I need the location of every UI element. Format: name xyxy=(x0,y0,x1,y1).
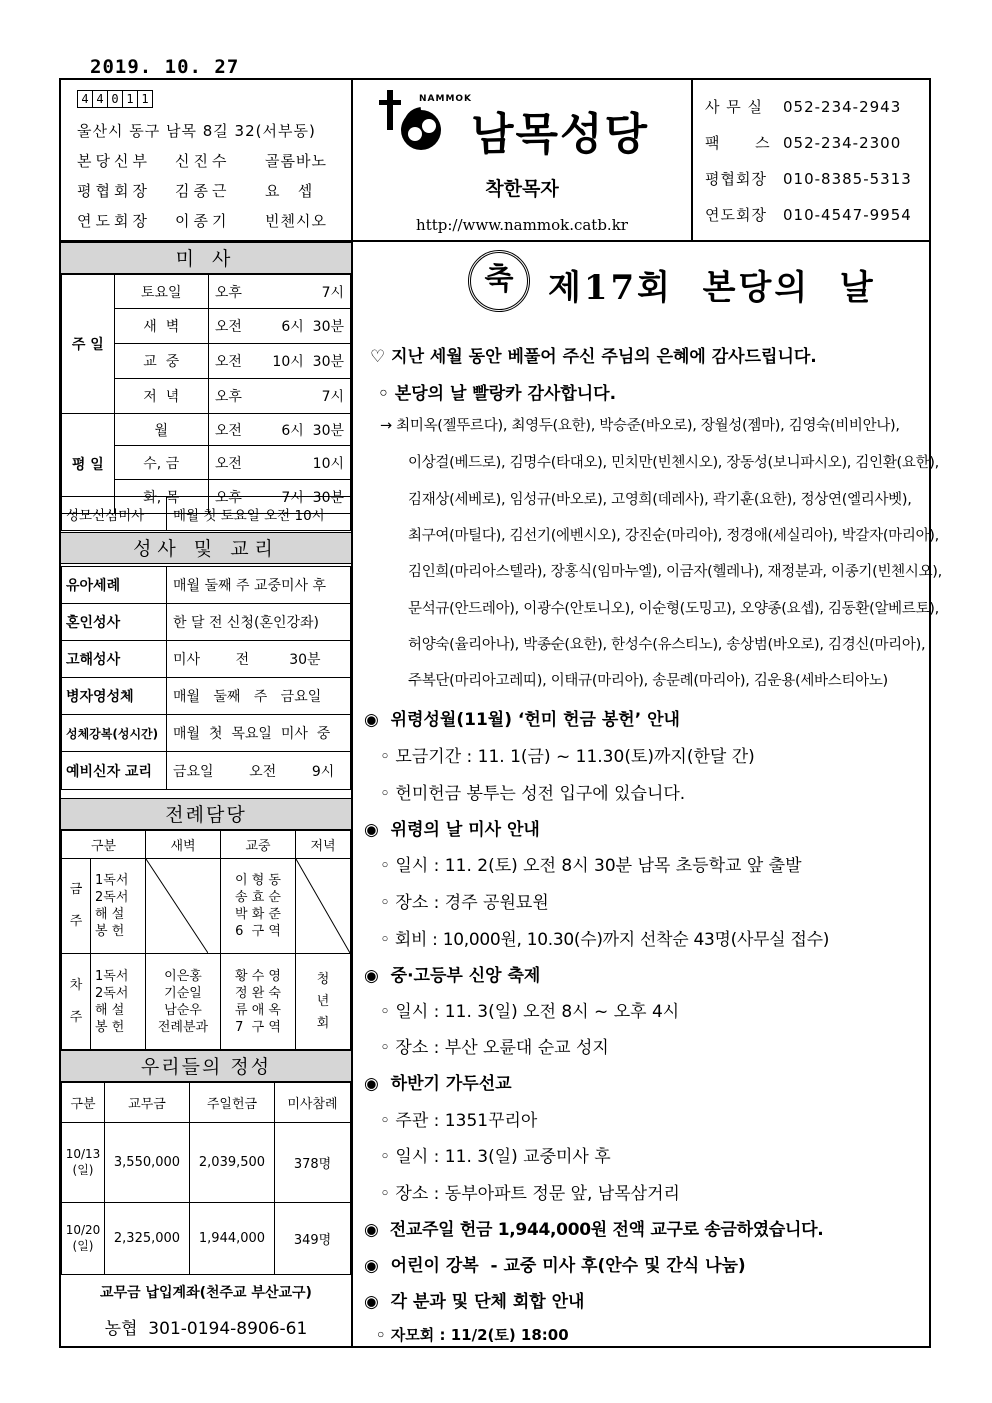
liturgy-roles: 1독서 2독서 해 설 봉 헌 xyxy=(91,859,146,954)
notice-heading: ◉ 어린이 강복 - 교중 미사 후(안수 및 간식 나눔) xyxy=(364,1256,746,1276)
thanks-line: 주복단(마리아고레띠), 이태규(마리아), 송문례(마리아), 김운용(세바스티아노) xyxy=(408,673,888,689)
diagonal-slash xyxy=(296,859,350,953)
postal-code xyxy=(77,90,152,108)
offering-attendance: 349명 xyxy=(275,1203,351,1275)
sacrament-value: 매월 둘째 주 금요일 xyxy=(167,678,351,715)
sacrament-label: 혼인성사 xyxy=(62,604,167,641)
mass-time: 6시 30분 xyxy=(266,414,350,446)
mass-ampm: 오후 xyxy=(208,379,266,414)
notice-heading: ◉ 위령성월(11월) ‘헌미 헌금 봉헌’ 안내 xyxy=(364,710,680,730)
notice-heading: ◉ 각 분과 및 단체 회합 안내 xyxy=(364,1292,585,1312)
contact-row: 연도회장 010-4547-9954 xyxy=(705,206,912,224)
main-title-block xyxy=(468,250,876,316)
notice-item: ◦ 주관 : 1351꾸리아 xyxy=(380,1111,538,1131)
sunday-label: 주 일 xyxy=(62,275,115,414)
column-divider xyxy=(351,80,353,1346)
thanks-heading: ◦ 본당의 날 빨랑카 감사합니다. xyxy=(378,384,617,404)
heart-mass-value: 매월 첫 토요일 오전 10시 xyxy=(167,497,351,531)
notice-item: ◦ 일시 : 11. 2(토) 오전 8시 30분 남목 초등학교 앞 출발 xyxy=(380,856,802,876)
weekday-label: 평 일 xyxy=(62,414,115,514)
sacrament-value: 미사 전 30분 xyxy=(167,641,351,678)
intro-line: ♡ 지난 세월 동안 베풀어 주신 주님의 은혜에 감사드립니다. xyxy=(370,347,817,367)
mass-name: 교 중 xyxy=(114,344,208,379)
notice-item: ◦ 모금기간 : 11. 1(금) ~ 11.30(토)까지(한달 간) xyxy=(380,747,755,767)
mass-name: 화, 목 xyxy=(114,480,208,514)
thanks-line: 허양숙(율리아나), 박종순(요한), 한성수(유스티노), 송상범(바오로), 김경신(마리아), xyxy=(408,637,926,653)
mass-ampm: 오전 xyxy=(208,309,266,344)
liturgy-header: 저녁 xyxy=(296,831,351,859)
mass-time: 7시 xyxy=(266,379,350,414)
liturgy-evening: 청 년 회 xyxy=(296,954,351,1050)
main-title: 제17회 본당의 날 xyxy=(548,268,876,308)
logo-caption: NAMMOK xyxy=(419,94,473,104)
contact-row: 평협회장 010-8385-5313 xyxy=(705,170,912,188)
offering-tithe: 3,550,000 xyxy=(105,1123,190,1203)
liturgy-empty-cell xyxy=(146,859,221,954)
mass-ampm: 오후 xyxy=(208,275,266,309)
parish-name: 남목성당 xyxy=(471,109,650,160)
staff-row: 연도회장 이종기 빈첸시오 xyxy=(77,212,327,230)
sacrament-value: 한 달 전 신청(혼인강좌) xyxy=(167,604,351,641)
liturgy-main: 황 수 영 정 완 숙 류 애 옥 7 구 역 xyxy=(221,954,296,1050)
notice-heading: ◉ 중·고등부 신앙 축제 xyxy=(364,966,541,986)
sacrament-value: 매월 둘째 주 교중미사 후 xyxy=(167,567,351,604)
notice-item: ◦ 회비 : 10,000원, 10.30(수)까지 선착순 43명(사무실 접수) xyxy=(380,930,830,950)
liturgy-table xyxy=(61,830,351,1050)
staff-row: 본당신부 신진수 골롬바노 xyxy=(77,152,327,170)
liturgy-empty-cell xyxy=(296,859,351,954)
offering-sunday: 1,944,000 xyxy=(190,1203,275,1275)
mass-ampm: 오후 xyxy=(208,480,266,514)
notice-item: ◦ 장소 : 경주 공원묘원 xyxy=(380,893,549,913)
thanks-line: 김재상(세베로), 임성규(바오로), 고영희(데레사), 곽기훈(요한), 정상연(엘리사벳), xyxy=(408,492,912,508)
notice-item: ◦ 자모회 : 11/2(토) 18:00 xyxy=(376,1326,569,1344)
offering-date: 10/13 (일) xyxy=(62,1123,105,1203)
liturgy-main: 이 형 동 송 효 순 박 화 준 6 구 역 xyxy=(221,859,296,954)
mass-name: 저 녁 xyxy=(114,379,208,414)
mass-time: 6시 30분 xyxy=(266,309,350,344)
sacraments-table xyxy=(61,566,351,790)
heart-mass-table xyxy=(61,496,351,531)
mass-time: 7시 30분 xyxy=(266,480,350,514)
motto: 착한목자 xyxy=(485,178,559,200)
postal-digit: 4 xyxy=(77,90,93,108)
mass-time: 10시 xyxy=(266,446,350,480)
mass-ampm: 오전 xyxy=(208,446,266,480)
sacrament-label: 유아세례 xyxy=(62,567,167,604)
sacrament-label: 병자영성체 xyxy=(62,678,167,715)
postal-digit: 1 xyxy=(122,90,138,108)
offering-header: 구분 xyxy=(62,1083,105,1123)
mass-name: 토요일 xyxy=(114,275,208,309)
notice-item: ◦ 일시 : 11. 3(일) 오전 8시 ~ 오후 4시 xyxy=(380,1002,680,1022)
sacrament-value: 금요일 오전 9시 xyxy=(167,752,351,790)
notice-item: ◦ 장소 : 동부아파트 정문 앞, 남목삼거리 xyxy=(380,1184,680,1204)
website-link[interactable]: http://www.nammok.catb.kr xyxy=(416,216,628,234)
sacrament-label: 성체강복(성시간) xyxy=(62,715,167,752)
celebration-badge: 축 xyxy=(468,250,530,312)
offerings-table xyxy=(61,1082,351,1275)
notice-heading: ◉ 하반기 가두선교 xyxy=(364,1074,512,1094)
mass-schedule-table xyxy=(61,274,351,514)
offerings-section-title: 우리들의 정성 xyxy=(61,1050,351,1082)
offering-tithe: 2,325,000 xyxy=(105,1203,190,1275)
offering-sunday: 2,039,500 xyxy=(190,1123,275,1203)
liturgy-section-title: 전례담당 xyxy=(61,798,351,830)
liturgy-header: 구분 xyxy=(62,831,146,859)
offering-header: 교무금 xyxy=(105,1083,190,1123)
parish-logo xyxy=(375,88,685,160)
thanks-line: 김인희(마리아스텔라), 장홍식(임마누엘), 이금자(헬레나), 재정분과, 이종기(빈첸시오), xyxy=(408,564,942,580)
liturgy-header: 교중 xyxy=(221,831,296,859)
parish-info xyxy=(61,80,351,240)
parish-logo-block xyxy=(353,80,691,240)
thanks-line: 문석규(안드레아), 이광수(안토니오), 이순형(도밍고), 오양종(요셉), 김동환(알베르토), xyxy=(408,601,939,617)
liturgy-dawn: 이은홍 기순일 남순우 전례분과 xyxy=(146,954,221,1050)
postal-digit: 4 xyxy=(92,90,108,108)
mass-ampm: 오전 xyxy=(208,414,266,446)
sacrament-label: 예비신자 교리 xyxy=(62,752,167,790)
account-number: 농협 301-0194-8906-61 xyxy=(104,1319,308,1339)
liturgy-week: 금 주 xyxy=(62,859,91,954)
offering-header: 미사참례 xyxy=(275,1083,351,1123)
offering-attendance: 378명 xyxy=(275,1123,351,1203)
heart-mass-label: 성모신심미사 xyxy=(62,497,167,531)
liturgy-header: 새벽 xyxy=(146,831,221,859)
account-title: 교무금 납입계좌(천주교 부산교구) xyxy=(100,1285,312,1301)
mass-section-title: 미 사 xyxy=(61,242,351,274)
diagonal-slash xyxy=(146,859,208,953)
sacrament-value: 매월 첫 목요일 미사 중 xyxy=(167,715,351,752)
postal-digit: 1 xyxy=(137,90,153,108)
liturgy-week: 차 주 xyxy=(62,954,91,1050)
notice-item: ◦ 장소 : 부산 오륜대 순교 성지 xyxy=(380,1038,609,1058)
offering-header: 주일헌금 xyxy=(190,1083,275,1123)
mass-ampm: 오전 xyxy=(208,344,266,379)
thanks-line: 최구여(마틸다), 김선기(에벤시오), 강진순(마리아), 정경애(세실리아), 박갈자(마리아), xyxy=(408,528,939,544)
contact-info xyxy=(693,80,929,240)
mass-time: 10시 30분 xyxy=(266,344,350,379)
mass-name: 새 벽 xyxy=(114,309,208,344)
address: 울산시 동구 남목 8길 32(서부동) xyxy=(77,122,316,140)
mass-time: 7시 xyxy=(266,275,350,309)
sacraments-section-title: 성사 및 교리 xyxy=(61,532,351,564)
mass-name: 월 xyxy=(114,414,208,446)
thanks-line: 이상걸(베드로), 김명수(타대오), 민치만(빈첸시오), 장동성(보니파시오), 김인환(요한), xyxy=(408,455,939,471)
mass-name: 수, 금 xyxy=(114,446,208,480)
notice-item: ◦ 일시 : 11. 3(일) 교중미사 후 xyxy=(380,1147,611,1167)
postal-digit: 0 xyxy=(107,90,123,108)
sacrament-label: 고해성사 xyxy=(62,641,167,678)
notice-item: ◦ 헌미헌금 봉투는 성전 입구에 있습니다. xyxy=(380,784,686,804)
contact-row: 사 무 실 052-234-2943 xyxy=(705,98,902,116)
contact-row: 팩 스 052-234-2300 xyxy=(705,134,902,152)
liturgy-roles: 1독서 2독서 해 설 봉 헌 xyxy=(91,954,146,1050)
notice-heading: ◉ 위령의 날 미사 안내 xyxy=(364,820,540,840)
notice-heading: ◉ 전교주일 헌금 1,944,000원 전액 교구로 송금하였습니다. xyxy=(364,1220,824,1240)
staff-row: 평협회장 김종근 요 셉 xyxy=(77,182,314,200)
thanks-line: → 최미옥(젤뚜르다), 최영두(요한), 박승준(바오로), 장월성(젬마), 김영숙(비비안나), xyxy=(380,418,900,434)
bulletin-date: 2019. 10. 27 xyxy=(90,56,240,78)
offering-date: 10/20 (일) xyxy=(62,1203,105,1275)
